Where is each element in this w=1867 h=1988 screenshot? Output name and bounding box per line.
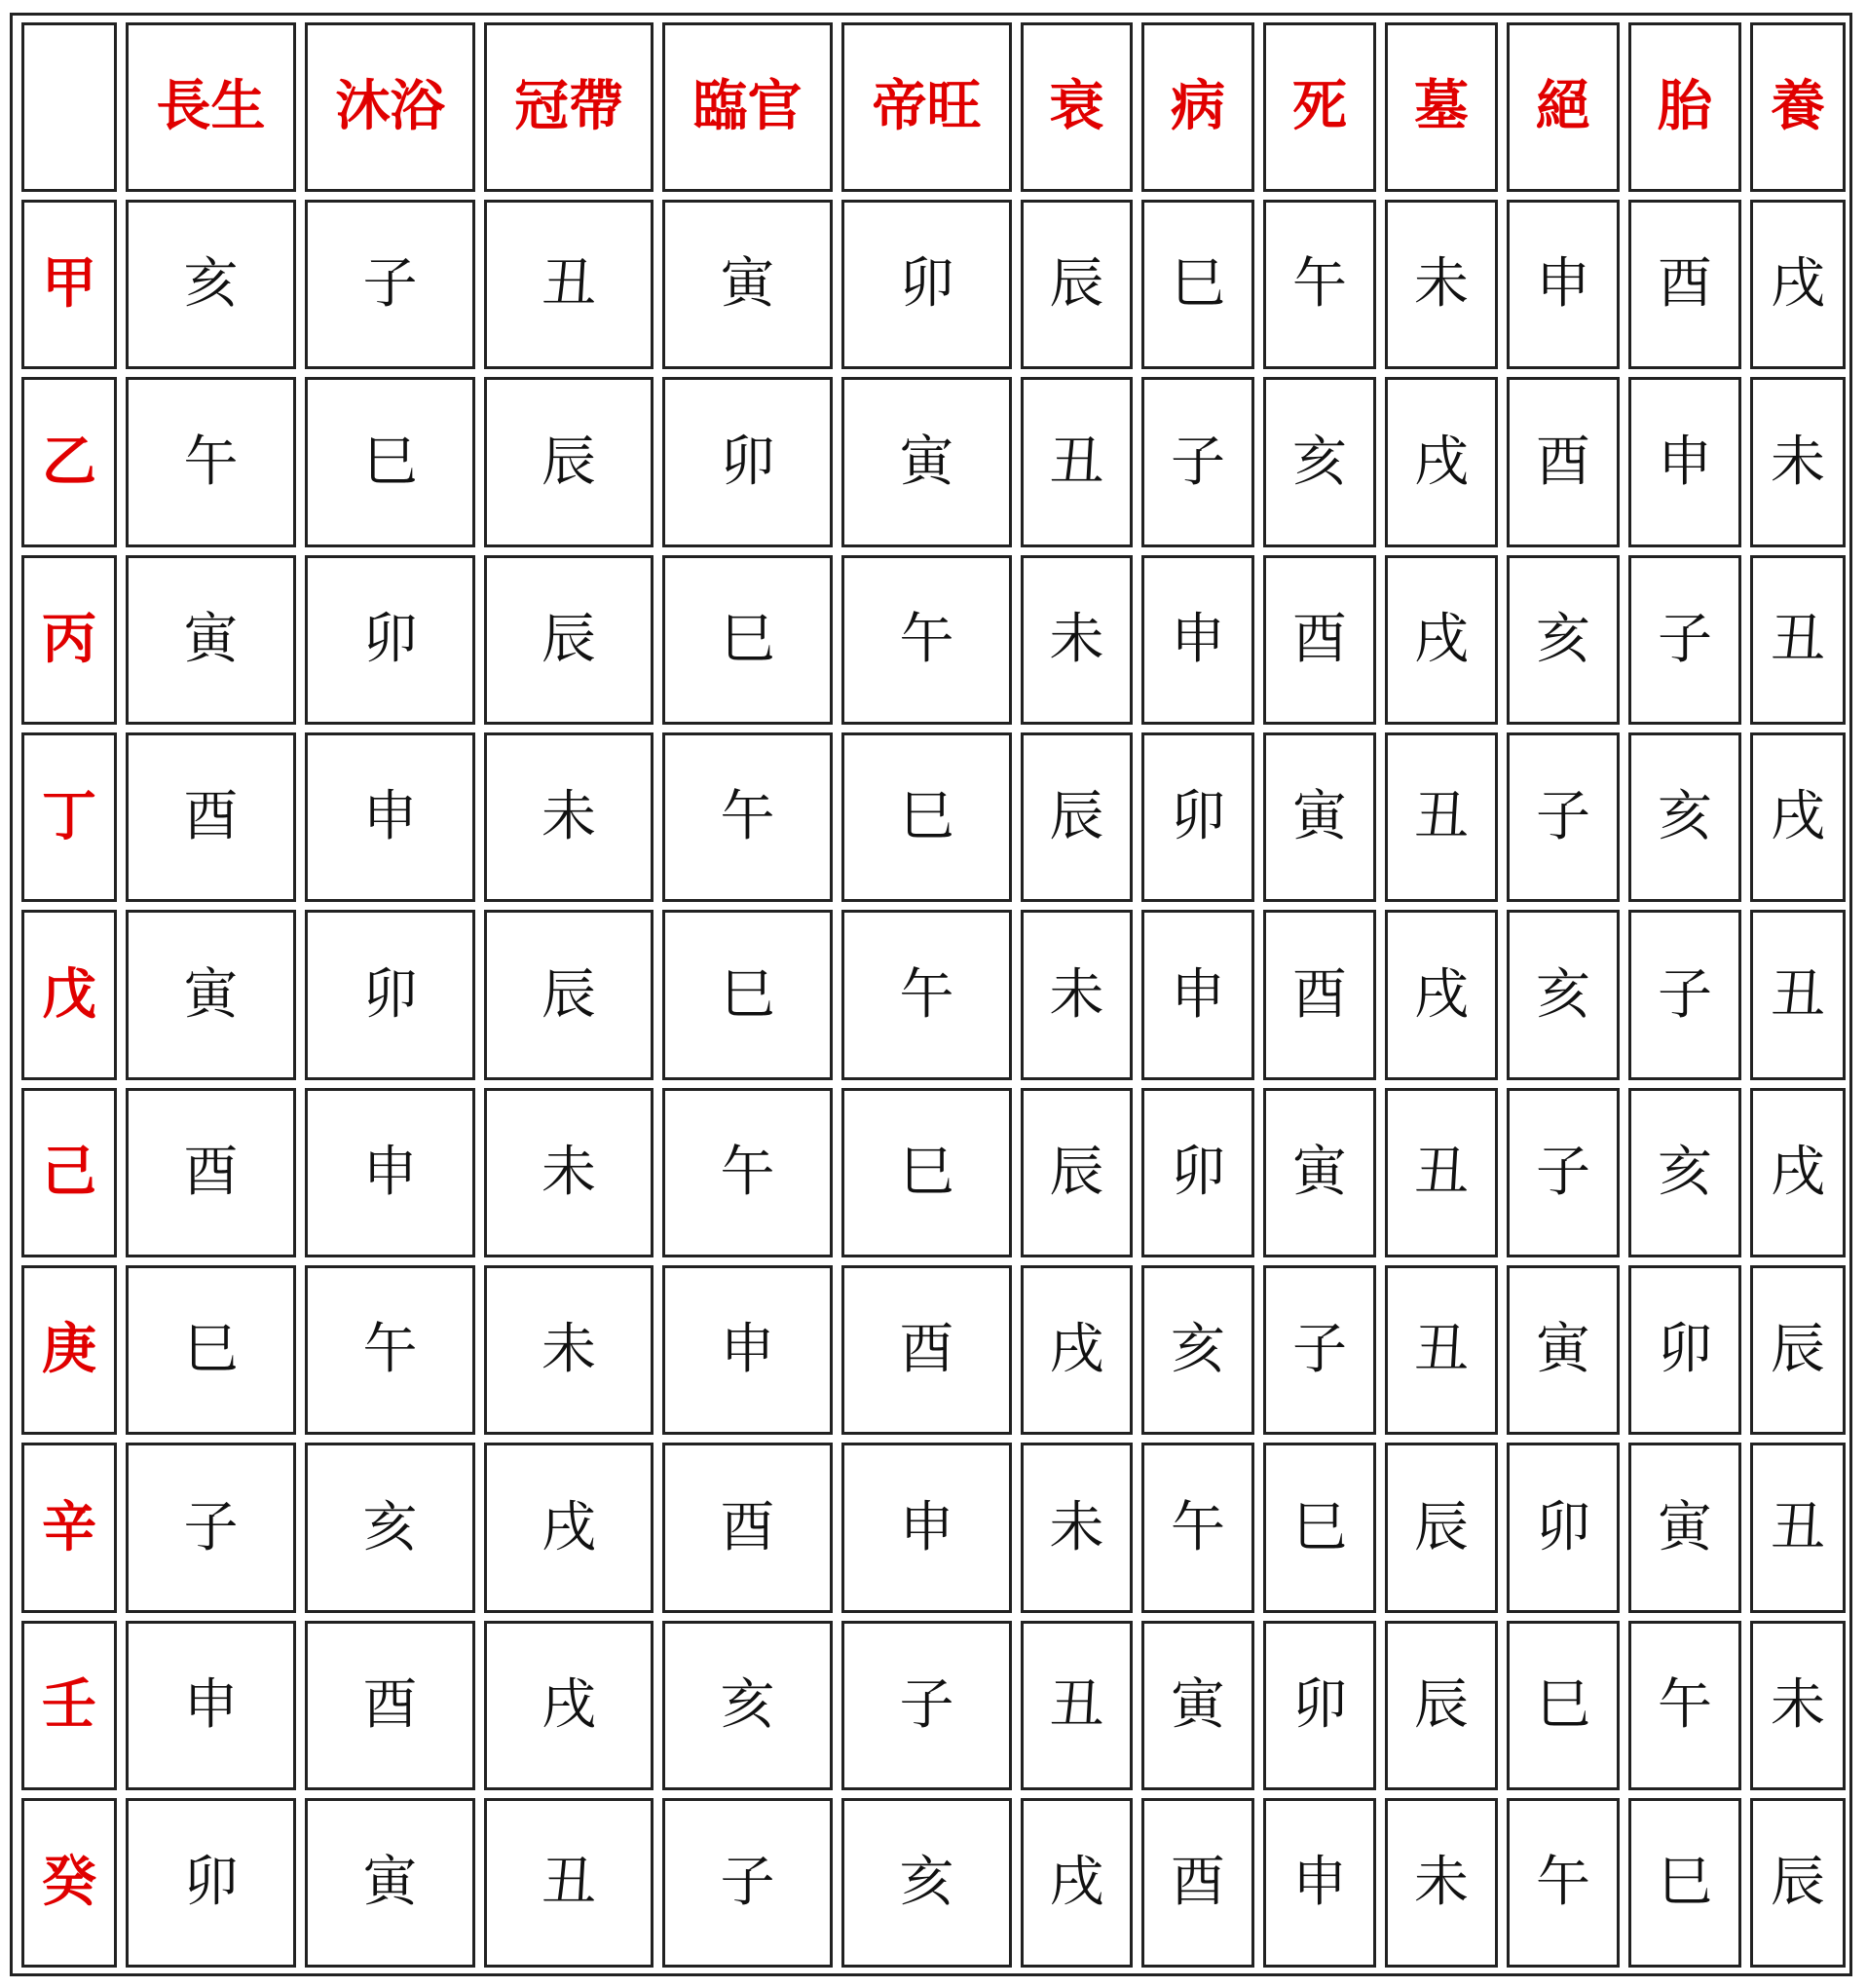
table-cell: 亥 [1628,1088,1741,1257]
table-cell: 丑 [1750,1443,1846,1613]
table-cell: 酉 [1263,910,1376,1080]
table-cell: 丑 [1750,555,1846,725]
table-cell: 戌 [1750,200,1846,369]
table-cell: 申 [1628,377,1741,547]
table-cell: 戌 [1750,732,1846,902]
table-cell: 子 [1507,1088,1620,1257]
table-cell: 巳 [305,377,475,547]
column-header: 養 [1750,22,1846,192]
column-header: 帝旺 [841,22,1012,192]
table-cell: 寅 [1141,1621,1254,1790]
table-cell: 亥 [1507,555,1620,725]
table-cell: 未 [1750,1621,1846,1790]
table-cell: 寅 [1628,1443,1741,1613]
table-corner-cell [21,22,117,192]
table-cell: 午 [841,910,1012,1080]
table-cell: 巳 [841,1088,1012,1257]
table-cell: 寅 [1263,732,1376,902]
table-cell: 丑 [1385,732,1498,902]
table-cell: 辰 [1750,1798,1846,1968]
table-cell: 申 [1141,910,1254,1080]
table-cell: 子 [841,1621,1012,1790]
table-cell: 寅 [662,200,833,369]
row-header-stem: 癸 [21,1798,117,1968]
table-cell: 辰 [1021,1088,1133,1257]
table-cell: 辰 [1021,200,1133,369]
column-header: 墓 [1385,22,1498,192]
row-header-stem: 甲 [21,200,117,369]
column-header: 死 [1263,22,1376,192]
table-cell: 酉 [1628,200,1741,369]
table-cell: 巳 [662,555,833,725]
table-cell: 未 [1750,377,1846,547]
table-cell: 申 [662,1265,833,1435]
table-cell: 午 [1141,1443,1254,1613]
table-cell: 辰 [1021,732,1133,902]
table-cell: 午 [1628,1621,1741,1790]
table-cell: 酉 [841,1265,1012,1435]
table-cell: 子 [305,200,475,369]
row-header-stem: 辛 [21,1443,117,1613]
table-cell: 巳 [841,732,1012,902]
table-cell: 亥 [1141,1265,1254,1435]
table-cell: 未 [1385,200,1498,369]
table-cell: 午 [841,555,1012,725]
table-cell: 巳 [1141,200,1254,369]
table-cell: 子 [1628,910,1741,1080]
table-cell: 巳 [1628,1798,1741,1968]
table-cell: 午 [1507,1798,1620,1968]
table-cell: 寅 [1507,1265,1620,1435]
table-cell: 巳 [126,1265,296,1435]
table-cell: 酉 [662,1443,833,1613]
table-cell: 亥 [1628,732,1741,902]
table-cell: 午 [305,1265,475,1435]
table-cell: 卯 [1263,1621,1376,1790]
table-cell: 辰 [1750,1265,1846,1435]
column-header: 病 [1141,22,1254,192]
table-cell: 丑 [1021,1621,1133,1790]
row-header-stem: 己 [21,1088,117,1257]
table-cell: 卯 [1141,732,1254,902]
table-cell: 未 [1021,910,1133,1080]
table-cell: 未 [484,1265,653,1435]
table-cell: 酉 [1263,555,1376,725]
table-cell: 申 [1141,555,1254,725]
table-cell: 巳 [1263,1443,1376,1613]
table-cell: 戌 [484,1621,653,1790]
column-header: 沐浴 [305,22,475,192]
table-cell: 子 [126,1443,296,1613]
table-cell: 午 [1263,200,1376,369]
table-cell: 丑 [484,1798,653,1968]
table-cell: 戌 [1021,1798,1133,1968]
table-cell: 酉 [126,1088,296,1257]
table-cell: 戌 [1750,1088,1846,1257]
table-cell: 卯 [305,555,475,725]
row-header-stem: 丙 [21,555,117,725]
table-cell: 申 [841,1443,1012,1613]
table-cell: 寅 [126,910,296,1080]
table-cell: 亥 [305,1443,475,1613]
row-header-stem: 壬 [21,1621,117,1790]
table-cell: 卯 [305,910,475,1080]
column-header: 衰 [1021,22,1133,192]
table-cell: 午 [662,1088,833,1257]
column-header: 冠帶 [484,22,653,192]
table-cell: 辰 [484,910,653,1080]
table-cell: 寅 [305,1798,475,1968]
table-cell: 戌 [1021,1265,1133,1435]
table-cell: 寅 [1263,1088,1376,1257]
table-cell: 申 [305,732,475,902]
table-cell: 丑 [484,200,653,369]
table-cell: 卯 [1141,1088,1254,1257]
table-cell: 戌 [484,1443,653,1613]
table-cell: 辰 [1385,1621,1498,1790]
table-cell: 子 [662,1798,833,1968]
table-cell: 申 [126,1621,296,1790]
table-cell: 卯 [126,1798,296,1968]
table-cell: 辰 [484,377,653,547]
row-header-stem: 乙 [21,377,117,547]
table-cell: 午 [662,732,833,902]
table-cell: 巳 [662,910,833,1080]
table-cell: 子 [1141,377,1254,547]
table-cell: 戌 [1385,377,1498,547]
table-cell: 子 [1263,1265,1376,1435]
column-header: 胎 [1628,22,1741,192]
table-cell: 丑 [1750,910,1846,1080]
table-cell: 酉 [1141,1798,1254,1968]
table-cell: 酉 [1507,377,1620,547]
column-header: 絕 [1507,22,1620,192]
table-cell: 亥 [1507,910,1620,1080]
table-cell: 卯 [1507,1443,1620,1613]
table-cell: 寅 [841,377,1012,547]
table-cell: 未 [484,1088,653,1257]
table-cell: 卯 [662,377,833,547]
table-cell: 亥 [126,200,296,369]
row-header-stem: 丁 [21,732,117,902]
table-cell: 子 [1628,555,1741,725]
table-cell: 未 [1021,555,1133,725]
table-cell: 酉 [305,1621,475,1790]
table-cell: 未 [1385,1798,1498,1968]
table-cell: 寅 [126,555,296,725]
table-cell: 亥 [662,1621,833,1790]
column-header: 長生 [126,22,296,192]
table-cell: 午 [126,377,296,547]
table-cell: 酉 [126,732,296,902]
row-header-stem: 庚 [21,1265,117,1435]
table-cell: 未 [1021,1443,1133,1613]
table-cell: 丑 [1385,1088,1498,1257]
table-cell: 戌 [1385,910,1498,1080]
table-cell: 亥 [1263,377,1376,547]
table-cell: 卯 [841,200,1012,369]
table-cell: 子 [1507,732,1620,902]
table-cell: 卯 [1628,1265,1741,1435]
table-cell: 戌 [1385,555,1498,725]
table-cell: 未 [484,732,653,902]
table-cell: 巳 [1507,1621,1620,1790]
table-cell: 辰 [1385,1443,1498,1613]
table-cell: 申 [1263,1798,1376,1968]
row-header-stem: 戊 [21,910,117,1080]
table-cell: 亥 [841,1798,1012,1968]
column-header: 臨官 [662,22,833,192]
table-cell: 申 [1507,200,1620,369]
table-cell: 辰 [484,555,653,725]
table-cell: 丑 [1021,377,1133,547]
table-cell: 丑 [1385,1265,1498,1435]
table-cell: 申 [305,1088,475,1257]
